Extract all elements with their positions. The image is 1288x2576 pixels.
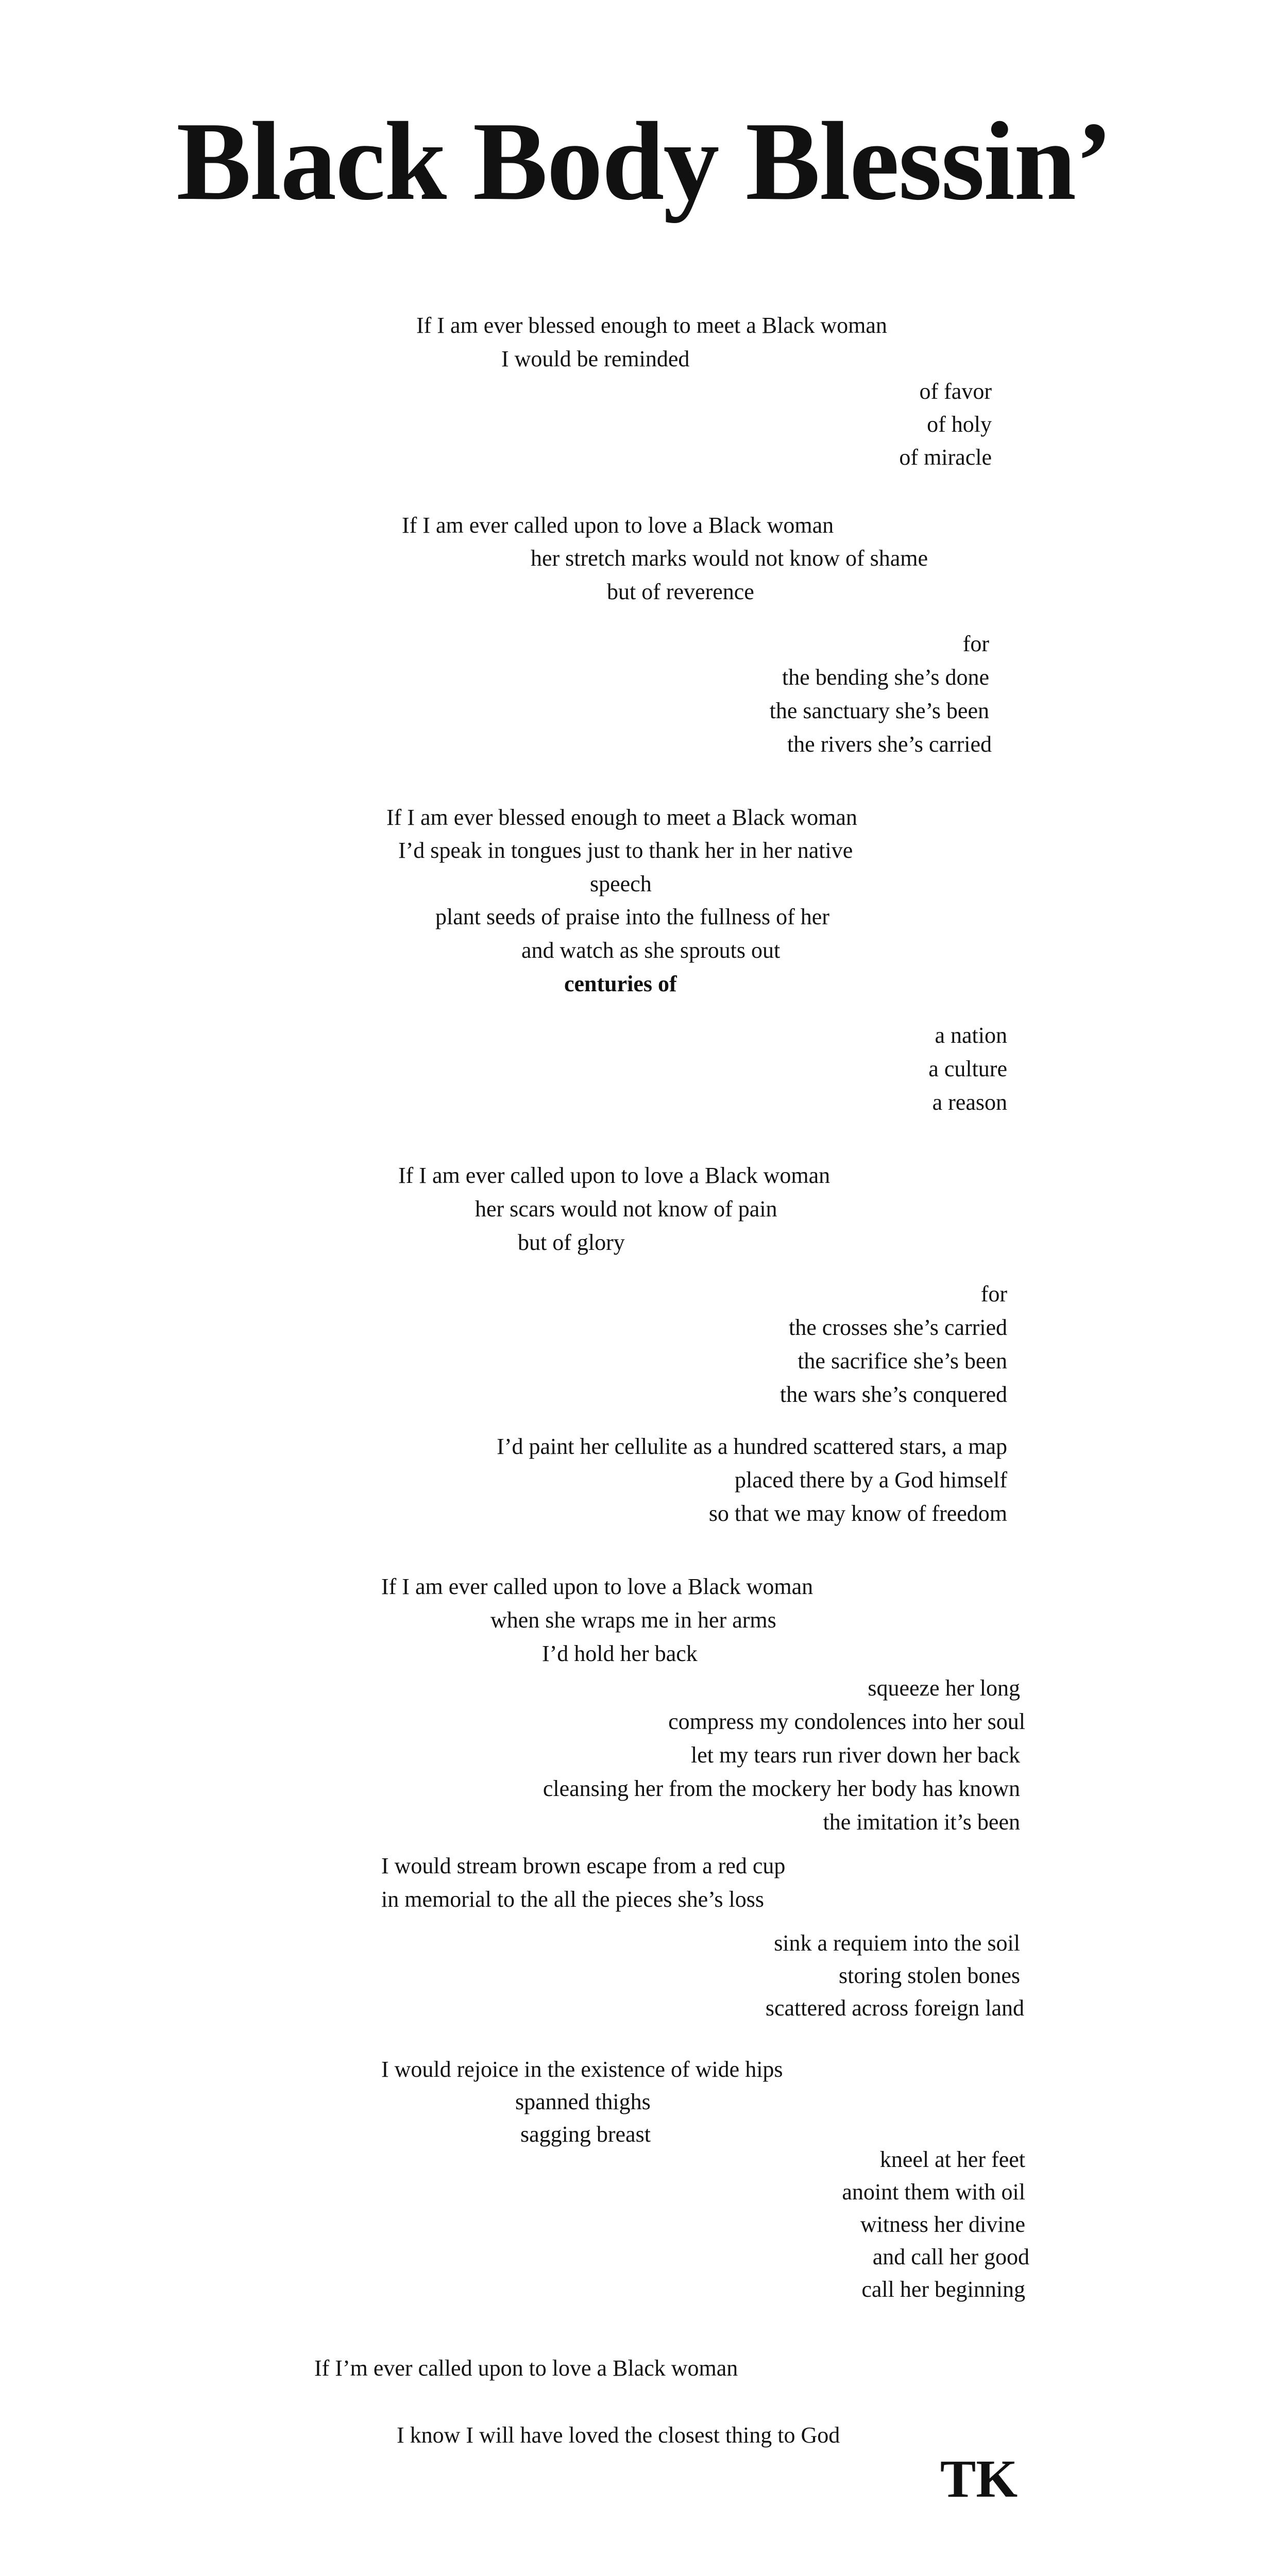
poem-line: sink a requiem into the soil [774,1930,1020,1956]
poem-line: so that we may know of freedom [708,1501,1007,1526]
poem-line: let my tears run river down her back [691,1742,1020,1768]
poem-line: and watch as she sprouts out [521,938,781,963]
poem-line: If I am ever called upon to love a Black woman [398,1163,831,1188]
poem-line: of holy [927,412,992,437]
poem-line: of miracle [899,445,992,470]
poem-line: If I’m ever called upon to love a Black woman [314,2355,738,2381]
poem-line: plant seeds of praise into the fullness of her [435,904,829,929]
poem-line: for [980,1281,1007,1307]
poem-line: sagging breast [520,2122,651,2147]
poem-line: her scars would not know of pain [475,1196,777,1222]
poem-line: witness her divine [860,2212,1025,2237]
poem-line: when she wraps me in her arms [490,1607,776,1633]
poem-line: the sanctuary she’s been [769,698,989,723]
poem-line: storing stolen bones [839,1963,1020,1988]
poem-line: in memorial to the all the pieces she’s loss [381,1887,764,1912]
poem-line: for [962,631,989,656]
poem-line: the wars she’s conquered [779,1382,1007,1407]
poem-line: placed there by a God himself [734,1467,1007,1493]
poem-line: I’d speak in tongues just to thank her in her native [398,838,853,863]
poem-line: If I am ever called upon to love a Black woman [381,1574,814,1599]
poem-line: the rivers she’s carried [787,732,992,757]
poem-line: kneel at her feet [879,2147,1025,2172]
poem-line: a reason [932,1090,1007,1115]
author-signature: TK [940,2449,1018,2509]
poem-line: If I am ever called upon to love a Black woman [402,513,834,538]
poem-title: Black Body Blessin’ [176,99,1112,224]
poem-line: I know I will have loved the closest thing to God [397,2422,840,2448]
poem-line: the imitation it’s been [823,1809,1020,1835]
poem-line: I’d hold her back [542,1641,698,1666]
poem-line: call her beginning [861,2277,1025,2302]
poem-line: the crosses she’s carried [789,1315,1007,1340]
poem-line: squeeze her long [868,1675,1020,1701]
poem-line: If I am ever blessed enough to meet a Black woman [416,313,887,338]
poem-line: I would rejoice in the existence of wide hips [381,2057,783,2082]
poem-line: her stretch marks would not know of shame [531,546,928,571]
poem-line: scattered across foreign land [765,1995,1024,2021]
poem-line: anoint them with oil [842,2179,1025,2205]
poem-line: and call her good [872,2244,1029,2269]
poem-line: of favor [919,379,992,404]
poem-line: but of reverence [607,579,754,604]
poem-line: cleansing her from the mockery her body has known [543,1776,1020,1801]
poem-line: speech [590,871,652,896]
poem-line: but of glory [518,1230,625,1255]
poem-line: If I am ever blessed enough to meet a Black woman [386,805,857,830]
poem-line: spanned thighs [515,2089,651,2114]
poem-line: a culture [928,1056,1007,1081]
poem-line: the sacrifice she’s been [798,1348,1007,1374]
poem-line: I’d paint her cellulite as a hundred scattered stars, a map [497,1434,1007,1459]
poem-line: the bending she’s done [782,665,989,690]
poem-line: I would be reminded [501,346,690,371]
poem-line: compress my condolences into her soul [668,1709,1025,1734]
poem-line-emphasis: centuries of [564,971,677,996]
poem-line: a nation [935,1023,1007,1048]
poem-line: I would stream brown escape from a red cup [381,1853,786,1878]
